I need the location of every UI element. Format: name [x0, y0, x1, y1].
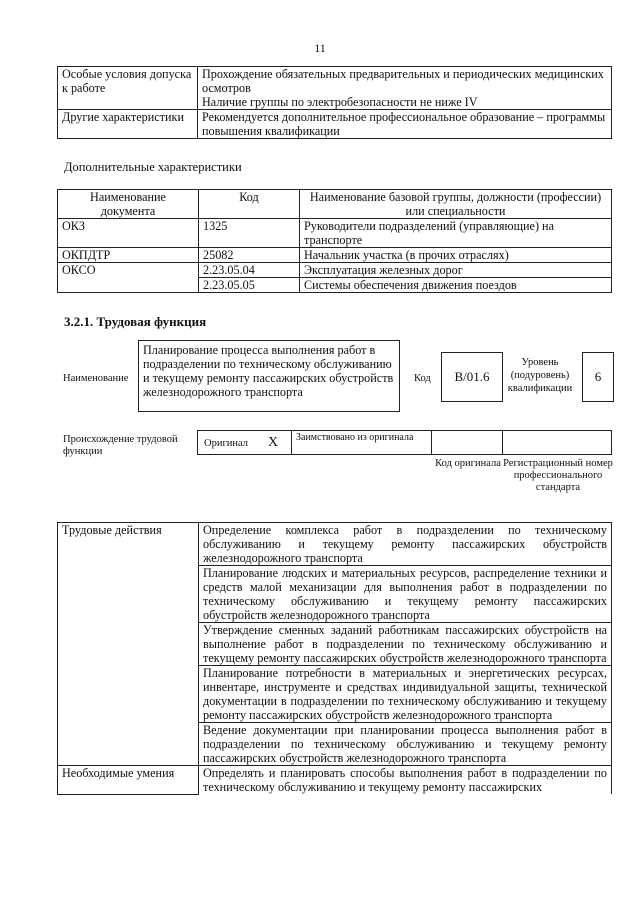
original-cell: [197, 430, 292, 455]
labor-actions-table: [57, 522, 612, 795]
table-row: [58, 263, 612, 278]
level-label: Уровень (подуровень) квалификации: [507, 357, 573, 394]
table-cell: ОКЗ: [58, 219, 199, 248]
row-label: Другие характеристики: [58, 110, 198, 139]
section-title: 3.2.1. Трудовая функция: [64, 314, 207, 329]
row-label: Особые условия допуска к работе: [58, 67, 198, 110]
table-cell: Системы обеспечения движения поездов: [300, 278, 612, 293]
origin-label: Происхождение трудовой функции: [63, 434, 178, 457]
table-header-row: [58, 190, 612, 219]
table-cell: 2.23.05.05: [199, 278, 300, 293]
original-code-cell: [431, 430, 503, 455]
table-cell: 2.23.05.04: [199, 263, 300, 278]
row-value: Рекомендуется дополнительное профессиональное образование – программы повышения квалификации: [198, 110, 612, 139]
action-item: Планирование людских и материальных ресурсов, распределение техники и средств малой механизации для выполнения работ в подразделении по техническому обслуживанию и текущему ремонту пассажирских обустройств железнодорожного транспорта: [199, 566, 612, 623]
original-mark: X: [268, 435, 279, 450]
name-label: Наименование: [63, 373, 129, 384]
original-label: Оригинал: [204, 438, 248, 449]
action-item: Планирование потребности в материальных и энергетических ресурсах, инвентаре, инструменте и средствах индивидуальной защиты, технической документации в подразделении по техническому обслуживанию и текущему ремонту пассажирских обустройств железнодорожного транспорта: [199, 666, 612, 723]
origin-row: [197, 430, 612, 455]
action-item: Ведение документации при планировании процесса выполнения работ в подразделении по техническому обслуживанию и текущему ремонту пассажирских обустройств железнодорожного транспорта: [199, 723, 612, 766]
col-header: Код: [199, 190, 300, 219]
row-value: Прохождение обязательных предварительных и периодических медицинских осмотров Наличие группы по электробезопасности не ниже IV: [198, 67, 612, 110]
conditions-table: [57, 66, 612, 139]
code-label: Код: [414, 373, 431, 384]
code-original-caption: Код оригинала: [435, 458, 501, 469]
table-row: [58, 67, 612, 110]
table-cell: Эксплуатация железных дорог: [300, 263, 612, 278]
table-row: [58, 766, 612, 795]
col-header: Наименование базовой группы, должности (профессии) или специальности: [300, 190, 612, 219]
extra-characteristics-table: [57, 189, 612, 293]
action-item: Определение комплекса работ в подразделении по техническому обслуживанию и текущему ремонту пассажирских обустройств железнодорожного транспорта: [199, 523, 612, 566]
table-cell: 1325: [199, 219, 300, 248]
table-cell: ОКПДТР: [58, 248, 199, 263]
reg-number-caption: Регистрационный номер профессионального стандарта: [503, 458, 613, 493]
level-value-box: 6: [582, 352, 614, 402]
borrowed-cell: Заимствовано из оригинала: [291, 430, 432, 455]
skill-item: Определять и планировать способы выполнения работ в подразделении по техническому обслуживанию и текущему ремонту пассажирских: [199, 766, 612, 795]
extra-heading: Дополнительные характеристики: [64, 160, 242, 174]
reg-number-cell: [502, 430, 612, 455]
action-item: Утверждение сменных заданий работникам пассажирских обустройств на выполнение работ в подразделении по техническому обслуживанию и текущему ремонту пассажирских обустройств железнодорожного транспорта: [199, 623, 612, 666]
table-row: [58, 110, 612, 139]
skills-label: Необходимые умения: [58, 766, 199, 795]
table-row: [58, 523, 612, 566]
table-cell: Начальник участка (в прочих отраслях): [300, 248, 612, 263]
table-cell: Руководители подразделений (управляющие) на транспорте: [300, 219, 612, 248]
table-cell: 25082: [199, 248, 300, 263]
function-code-box: В/01.6: [441, 352, 503, 402]
col-header: Наименование документа: [58, 190, 199, 219]
table-cell: ОКСО: [58, 263, 199, 293]
table-row: [58, 219, 612, 248]
page-number: 11: [314, 41, 326, 55]
actions-label: Трудовые действия: [58, 523, 199, 766]
function-name-box: Планирование процесса выполнения работ в подразделении по техническому обслуживанию и текущему ремонту пассажирских обустройств железнодорожного транспорта: [138, 340, 400, 412]
table-row: [58, 248, 612, 263]
